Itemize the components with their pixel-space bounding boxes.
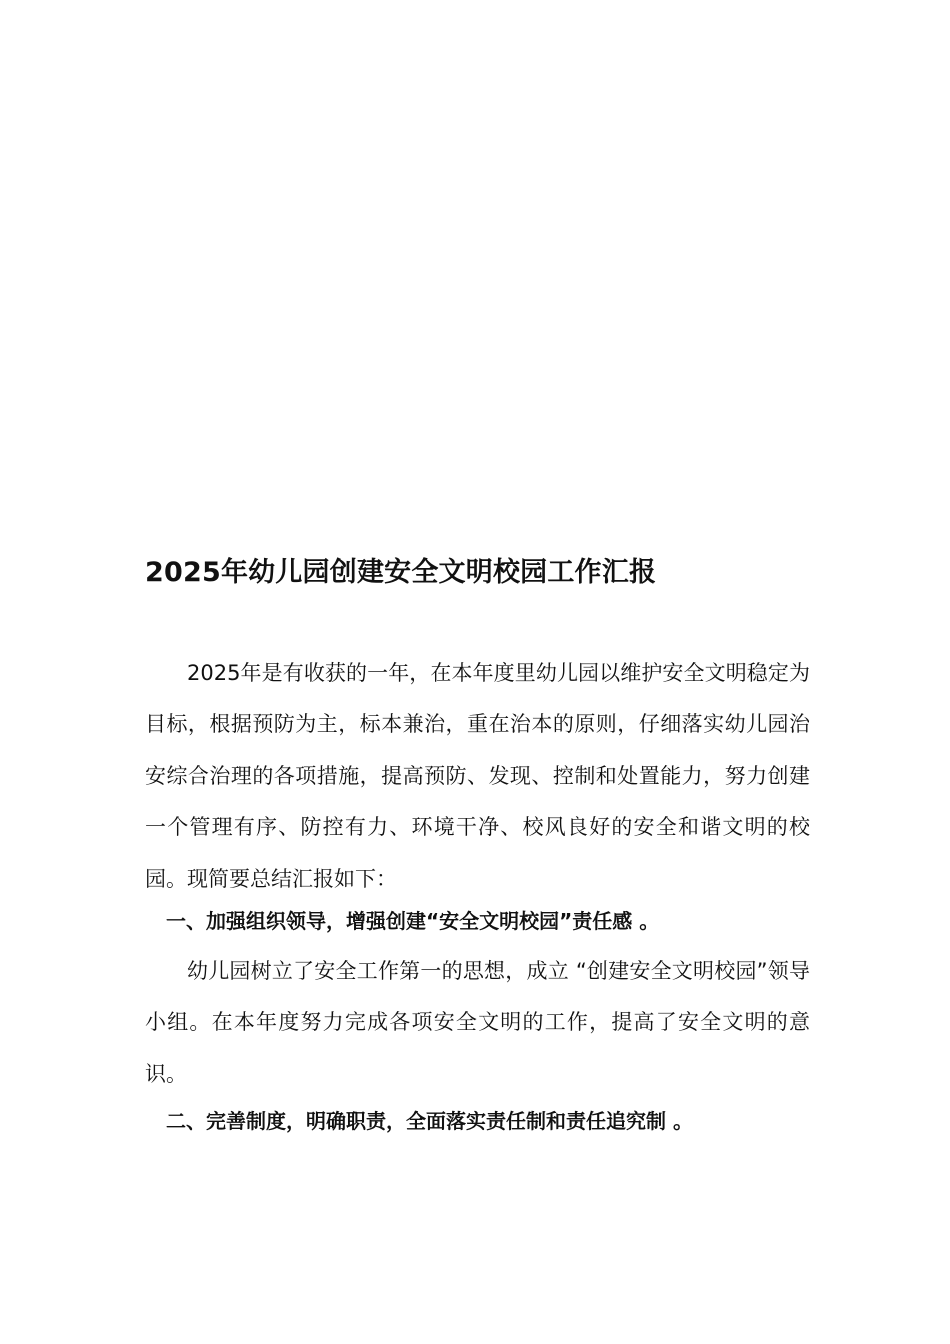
section-heading-1: 一、加强组织领导，增强创建“安全文明校园”责任感 。 bbox=[166, 909, 660, 933]
intro-paragraph: 2025年是有收获的一年，在本年度里幼儿园以维护安全文明稳定为目标，根据预防为主，标本兼治，重在治本的原则，仔细落实幼儿园治安综合治理的各项措施，提高预防、发现、控制和处置能力，努力创建一个管理有序、防控有力、环境干净、校风良好的安全和谐文明的校园。现简要总结汇报如下： bbox=[145, 661, 810, 891]
document-title: 2025年幼儿园创建安全文明校园工作汇报 bbox=[145, 557, 657, 588]
section-1-paragraph: 幼儿园树立了安全工作第一的思想，成立 “创建安全文明校园”领导小组。在本年度努力完成各项安全文明的工作，提高了安全文明的意识。 bbox=[145, 959, 810, 1086]
section-heading-2: 二、完善制度，明确职责，全面落实责任制和责任追究制 。 bbox=[166, 1109, 693, 1133]
